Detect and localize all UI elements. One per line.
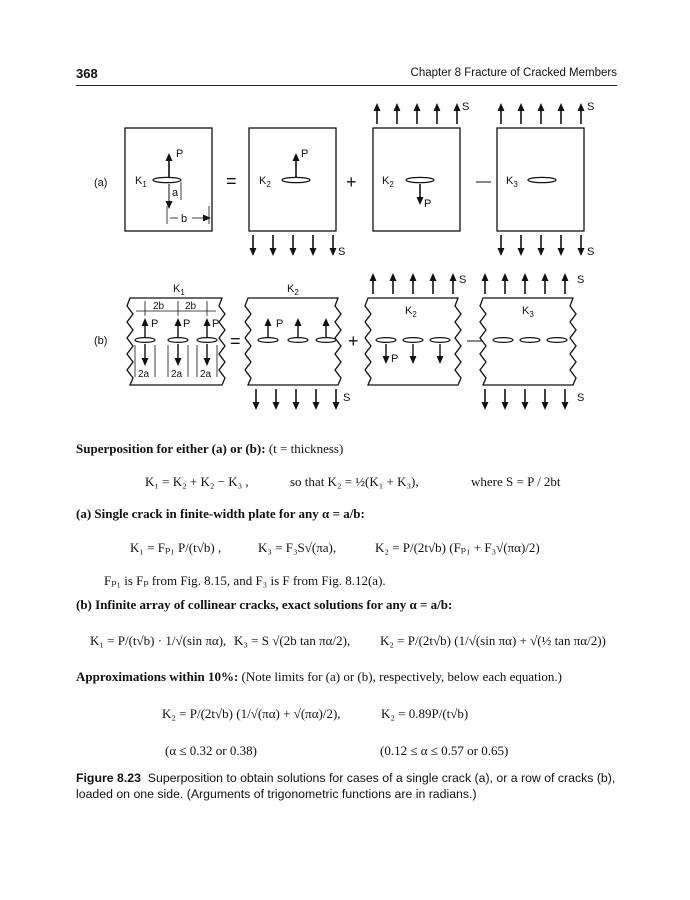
crack — [288, 338, 308, 343]
eq-a-k2: K₂ = P/(2t√b) (Fₚ₁ + F₃√(πα)/2) — [375, 540, 540, 555]
stress-arrows-bottom-b — [256, 389, 565, 406]
dim-b-label: b — [181, 213, 188, 225]
running-head: Chapter 8 Fracture of Cracked Members — [410, 67, 617, 79]
panel-b-k2-upper — [245, 283, 341, 385]
minus-sign-a: — — [476, 173, 491, 190]
panel-a-k2-stressed — [373, 101, 469, 231]
k1-label: $K_1$ — [173, 283, 185, 297]
limit-2: (0.12 ≤ α ≤ 0.57 or 0.65) — [380, 743, 509, 758]
limit-1: (α ≤ 0.32 or 0.38) — [165, 743, 257, 758]
thickness-note: (t = thickness) — [268, 441, 344, 456]
eq-b-k2: K₂ = P/(2t√b) (1/√(sin πα) + √(½ tan πα/2)) — [380, 633, 606, 648]
row-b-label: (b) — [94, 335, 108, 347]
plus-sign-b: + — [348, 331, 359, 351]
equals-sign-a: = — [226, 171, 237, 191]
load-label-p: P — [301, 148, 309, 160]
crack — [528, 177, 556, 182]
crack — [135, 338, 155, 343]
load-label-p: P — [176, 148, 184, 160]
stress-arrows-top — [501, 107, 581, 124]
heading-a: (a) Single crack in finite-width plate for any α = a/b: — [76, 506, 365, 521]
figure-caption — [76, 770, 621, 802]
caption-label: Figure 8.23 — [76, 771, 141, 785]
crack — [547, 338, 567, 343]
page-number: 368 — [76, 66, 98, 81]
crack — [197, 338, 217, 343]
crack — [403, 338, 423, 343]
dim-2b-label: 2b — [185, 301, 197, 312]
load-label-p: P — [424, 198, 432, 210]
eq-b-k1: K₁ = P/(t√b) · 1/√(sin πα), — [90, 633, 227, 648]
load-label-p: P — [391, 353, 399, 365]
approx-note: (Note limits for (a) or (b), respectively, below each equation.) — [241, 669, 562, 684]
k2-label: $K_2$ — [287, 283, 299, 297]
k3-label: $K_3$ — [506, 175, 518, 189]
plus-sign-a: + — [346, 172, 357, 192]
stress-label-s: S — [459, 274, 467, 286]
minus-sign-b: — — [467, 332, 482, 349]
stress-arrows-bottom-a — [253, 235, 581, 252]
dim-2b-lines — [136, 301, 216, 316]
panel-a-k3 — [497, 101, 594, 231]
stress-label-s: S — [587, 101, 595, 113]
superposition-line — [76, 441, 343, 457]
crack — [520, 338, 540, 343]
dim-2a-label: 2a — [138, 369, 150, 380]
stress-label-s-bottom-k3: S — [577, 392, 585, 404]
approx-eq1: K₂ = P/(2t√b) (1/√(πα) + √(πα)/2), — [162, 706, 341, 721]
approx-eq2: K₂ = 0.89P/(t√b) — [381, 706, 469, 721]
crack — [406, 177, 434, 182]
crack — [316, 338, 336, 343]
crack — [430, 338, 450, 343]
eq1-sothat: so that K₂ = ½(K₁ + K₃), — [290, 474, 419, 489]
dim-2a-label: 2a — [200, 369, 212, 380]
k2-label: $K_2$ — [405, 305, 417, 319]
stress-arrows-top — [377, 107, 457, 124]
load-label-p: P — [212, 318, 220, 330]
equals-sign-b: = — [230, 331, 241, 351]
k3-label: $K_3$ — [522, 305, 534, 319]
k1-label: $K_1$ — [135, 175, 147, 189]
k2-label: $K_2$ — [259, 175, 271, 189]
crack — [376, 338, 396, 343]
approx-line — [76, 669, 562, 685]
panel-b-k2-stressed — [365, 274, 466, 385]
panel-a-k1 — [125, 128, 212, 231]
dim-a-label: a — [172, 187, 179, 199]
load-label-p: P — [151, 318, 159, 330]
approx-heading: Approximations within 10%: — [76, 669, 239, 684]
stress-label-s-bottom-k2: S — [343, 392, 351, 404]
stress-arrows-top — [373, 277, 453, 294]
superposition-heading: Superposition for either (a) or (b): — [76, 441, 266, 456]
eq-a-k1: K₁ = Fₚ₁ P/(t√b) , — [130, 540, 222, 555]
k2-label: $K_2$ — [382, 175, 394, 189]
crack — [282, 177, 310, 182]
stress-label-s-bottom-k2: S — [338, 246, 346, 258]
heading-b: (b) Infinite array of collinear cracks, exact solutions for any α = a/b: — [76, 597, 453, 612]
eq1-main: K₁ = K₂ + K₂ − K₃ , — [145, 474, 249, 489]
crack — [168, 338, 188, 343]
load-label-p: P — [276, 318, 284, 330]
panel-b-k1 — [127, 283, 225, 385]
dim-2a-label: 2a — [171, 369, 183, 380]
crack — [258, 338, 278, 343]
stress-arrows-top — [485, 277, 565, 294]
panel-b-k3 — [480, 274, 584, 385]
stress-label-s: S — [577, 274, 585, 286]
crack — [153, 177, 181, 182]
load-label-p: P — [183, 318, 191, 330]
eq1-where: where S = P / 2bt — [471, 474, 561, 489]
stress-label-s: S — [462, 101, 470, 113]
load-arrows-down — [145, 344, 207, 362]
caption-text: Superposition to obtain solutions for cases of a single crack (a), or a row of cracks (b), loaded on one side. (Arguments of trigonometric functions are in radians.) — [76, 771, 616, 801]
crack — [493, 338, 513, 343]
fp-note: Fₚ₁ is Fₚ from Fig. 8.15, and F₃ is F from Fig. 8.12(a). — [104, 573, 386, 588]
eq-b-k3: K₃ = S √(2b tan πα/2), — [234, 633, 351, 648]
stress-label-s-bottom-k3: S — [587, 246, 595, 258]
dim-2b-label: 2b — [153, 301, 165, 312]
panel-a-k2-upper — [249, 128, 336, 231]
eq-a-k3: K₃ = F₃S√(πa), — [258, 540, 337, 555]
row-a-label: (a) — [94, 177, 108, 189]
